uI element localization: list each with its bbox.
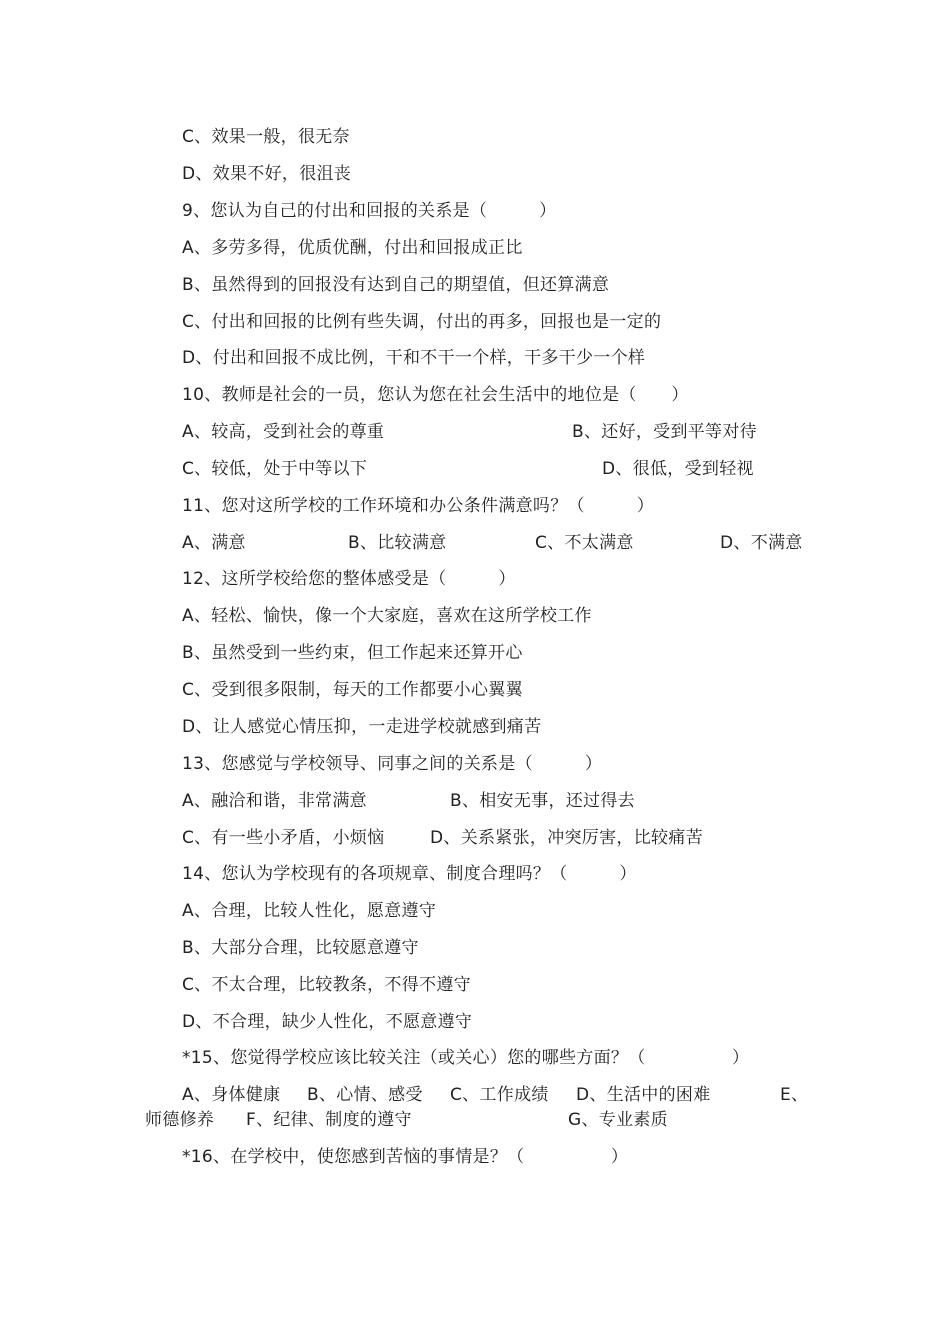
q11-option-c: C、不太满意 (535, 533, 634, 553)
q15-option-e-continued: 师德修养 (145, 1110, 215, 1130)
q13-option-d: D、关系紧张，冲突厉害，比较痛苦 (430, 828, 703, 848)
q15-option-g: G、专业素质 (568, 1110, 668, 1130)
q12-option-a: A、轻松、愉快，像一个大家庭，喜欢在这所学校工作 (182, 606, 592, 626)
q12-option-c: C、受到很多限制，每天的工作都要小心翼翼 (182, 680, 523, 700)
q10-option-d: D、很低，受到轻视 (602, 459, 754, 479)
q15-option-a: A、身体健康 (182, 1085, 281, 1105)
q15-option-d: D、生活中的困难 (576, 1085, 711, 1105)
q13-option-a: A、融洽和谐，非常满意 (182, 791, 367, 811)
q11-option-b: B、比较满意 (348, 533, 447, 553)
q9-question: 9、您认为自己的付出和回报的关系是（ ） (182, 201, 557, 221)
q10-question: 10、教师是社会的一员，您认为您在社会生活中的地位是（ ） (182, 385, 689, 405)
q12-option-b: B、虽然受到一些约束，但工作起来还算开心 (182, 643, 523, 663)
q16-question: *16、在学校中，使您感到苦恼的事情是？（ ） (182, 1147, 629, 1167)
q14-option-c: C、不太合理，比较教条，不得不遵守 (182, 975, 471, 995)
q10-option-c: C、较低，处于中等以下 (182, 459, 368, 479)
q13-question: 13、您感觉与学校领导、同事之间的关系是（ ） (182, 754, 603, 774)
q12-option-d: D、让人感觉心情压抑，一走进学校就感到痛苦 (182, 717, 542, 737)
q11-option-d: D、不满意 (720, 533, 803, 553)
q15-option-c: C、工作成绩 (450, 1085, 549, 1105)
q14-option-a: A、合理，比较人性化，愿意遵守 (182, 901, 437, 921)
q15-option-b: B、心情、感受 (307, 1085, 423, 1105)
q8-option-d: D、效果不好，很沮丧 (182, 164, 352, 184)
q13-option-c: C、有一些小矛盾，小烦恼 (182, 828, 385, 848)
q10-option-b: B、还好，受到平等对待 (572, 422, 757, 442)
q14-option-b: B、大部分合理，比较愿意遵守 (182, 938, 419, 958)
q9-option-a: A、多劳多得，优质优酬，付出和回报成正比 (182, 238, 523, 258)
q11-option-a: A、满意 (182, 533, 246, 553)
q9-option-c: C、付出和回报的比例有些失调，付出的再多，回报也是一定的 (182, 312, 662, 332)
q14-option-d: D、不合理，缺少人性化，不愿意遵守 (182, 1012, 473, 1032)
q15-option-e: E、 (780, 1085, 809, 1105)
q13-option-b: B、相安无事，还过得去 (450, 791, 635, 811)
q12-question: 12、这所学校给您的整体感受是（ ） (182, 569, 516, 589)
q11-question: 11、您对这所学校的工作环境和办公条件满意吗？（ ） (182, 496, 655, 516)
q8-option-c: C、效果一般，很无奈 (182, 127, 350, 147)
q10-option-a: A、较高，受到社会的尊重 (182, 422, 385, 442)
q15-question: *15、您觉得学校应该比较关注（或关心）您的哪些方面？（ ） (182, 1048, 750, 1068)
q9-option-d: D、付出和回报不成比例，干和不干一个样，干多干少一个样 (182, 348, 646, 368)
q15-option-f: F、纪律、制度的遵守 (246, 1110, 412, 1130)
q14-question: 14、您认为学校现有的各项规章、制度合理吗？（ ） (182, 864, 637, 884)
q9-option-b: B、虽然得到的回报没有达到自己的期望值，但还算满意 (182, 275, 610, 295)
